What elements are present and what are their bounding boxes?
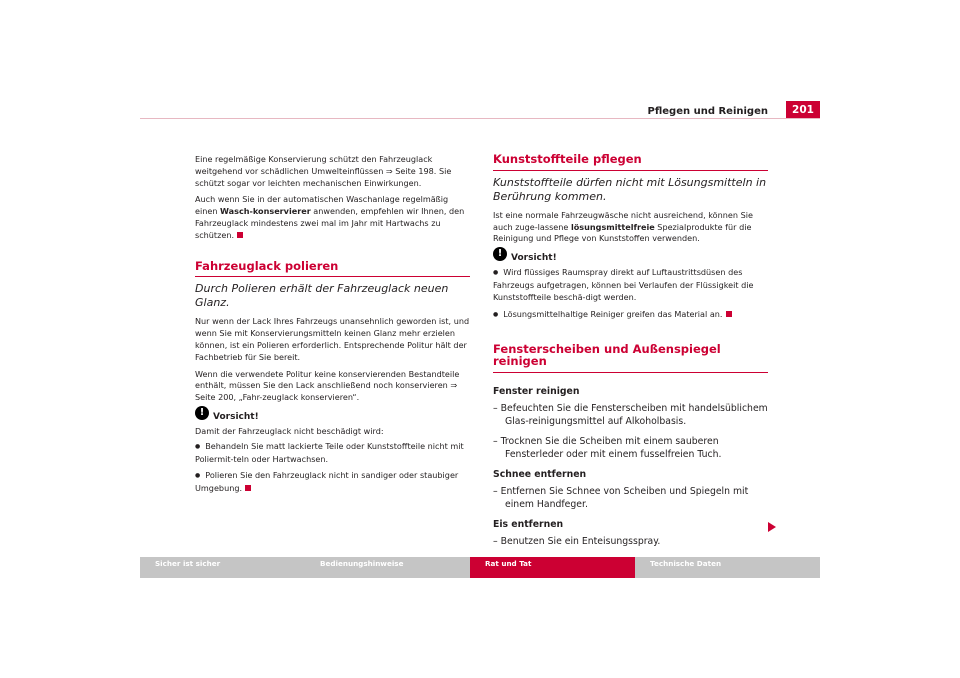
caution-right-bullet-1: ● Wird flüssiges Raumspray direkt auf Luftaustrittsdüsen des Fahrzeugs aufgetragen, können bei Verlaufen der Flüssigkeit die Kunststoffteile beschä-digt werden. <box>493 267 768 303</box>
left-column <box>195 154 470 500</box>
end-mark-icon <box>237 232 243 238</box>
section-heading-polieren: Fahrzeuglack polieren <box>195 261 470 278</box>
right-column <box>493 154 768 555</box>
footer-tab-technische-daten[interactable]: Technische Daten <box>635 557 820 578</box>
caution-bullet-2 <box>195 470 470 495</box>
kunststoff-bold-term: lösungsmittelfreie <box>570 221 655 232</box>
caution-intro: Damit der Fahrzeuglack nicht beschädigt wird: <box>195 425 384 436</box>
section-heading-fenster: Fensterscheiben und Außenspiegel reinigen <box>493 344 768 373</box>
subsection-schnee: Schnee entfernen <box>493 468 587 480</box>
caution-title: Vorsicht! <box>213 412 259 423</box>
kunststoff-paragraph <box>493 210 768 245</box>
caution-right-bullet-2-text: Lösungsmittelhaltige Reiniger greifen das Material an. <box>503 308 723 319</box>
next-page-arrow-icon[interactable] <box>768 522 776 532</box>
caution-bullet-1: ● Behandeln Sie matt lackierte Teile oder Kunststoffteile nicht mit Poliermit-teln oder Hartwachsen. <box>195 441 470 466</box>
step-trocknen: – Trocknen Sie die Scheiben mit einem sauberen Fensterleder oder mit einem fusselfreien Tuch. <box>493 435 722 460</box>
subsection-fenster-reinigen: Fenster reinigen <box>493 385 580 397</box>
caution-heading-right <box>493 248 768 265</box>
header-rule <box>140 118 820 119</box>
caution-right-bullet-2 <box>493 309 768 322</box>
subsection-eis: Eis entfernen <box>493 518 564 530</box>
section-subtitle-polieren: Durch Polieren erhält der Fahrzeuglack neuen Glanz. <box>195 282 449 310</box>
page-header-title: Pflegen und Reinigen <box>647 106 768 117</box>
step-schnee: – Entfernen Sie Schnee von Scheiben und Spiegeln mit einem Handfeger. <box>493 485 749 510</box>
intro-bold-term: Wasch-konservierer <box>220 206 311 217</box>
intro-text-a: Auch wenn Sie in der automatischen Waschanlage regelmäßig einen <box>195 194 449 217</box>
polieren-paragraph-1: Nur wenn der Lack Ihres Fahrzeugs unansehnlich geworden ist, und wenn Sie mit Konservierungsmitteln keinen Glanz mehr erzielen können, ist ein Polieren erforderlich. Entsprechende Politur hält der Fachbetrieb für Sie bereit. <box>195 316 470 362</box>
step-eis: – Benutzen Sie ein Enteisungsspray. <box>493 535 661 547</box>
polieren-paragraph-2: Wenn die verwendete Politur keine konservierenden Bestandteile enthält, müssen Sie den Lack anschließend noch konservieren ⇒ Seite 200, „Fahr-zeuglack konservieren“. <box>195 368 460 403</box>
end-mark-icon <box>726 311 732 317</box>
intro-paragraph-1: Eine regelmäßige Konservierung schützt den Fahrzeuglack weitgehend vor schädlichen Umwelteinflüssen ⇒ Seite 198. Sie schützt sogar vor leichten mechanischen Einwirkungen. <box>195 154 452 188</box>
end-mark-icon <box>245 485 251 491</box>
caution-title-right: Vorsicht! <box>511 253 557 264</box>
kunststoff-text-a: Ist eine normale Fahrzeugwäsche nicht ausreichend, können Sie auch zuge-lassene <box>493 209 753 232</box>
warning-exclamation-icon: ! <box>195 406 209 420</box>
intro-paragraph-2 <box>195 194 470 241</box>
footer-tab-rat-und-tat[interactable]: Rat und Tat <box>470 557 635 578</box>
section-subtitle-kunststoff: Kunststoffteile dürfen nicht mit Lösungsmitteln in Berührung kommen. <box>493 175 767 203</box>
footer-tab-sicher[interactable]: Sicher ist sicher <box>140 557 305 578</box>
step-befeuchten: – Befeuchten Sie die Fensterscheiben mit handelsüblichem Glas-reinigungsmittel auf Alkoholbasis. <box>493 402 768 427</box>
intro-text-c: anwenden, empfehlen wir Ihnen, den Fahrzeuglack mindestens zwei mal im Jahr mit Hartwachs zu schützen. <box>195 206 465 240</box>
caution-bullet-2-text: Polieren Sie den Fahrzeuglack nicht in sandiger oder staubiger Umgebung. <box>195 470 459 494</box>
kunststoff-text-c: Spezialprodukte für die Reinigung und Pflege von Kunststoffen verwenden. <box>493 221 752 244</box>
footer-tab-bedienung[interactable]: Bedienungshinweise <box>305 557 470 578</box>
caution-heading <box>195 406 470 424</box>
warning-exclamation-icon: ! <box>493 247 507 261</box>
section-heading-kunststoff: Kunststoffteile pflegen <box>493 154 768 171</box>
page-number: 201 <box>786 101 820 119</box>
fenster-instructions <box>493 385 768 548</box>
